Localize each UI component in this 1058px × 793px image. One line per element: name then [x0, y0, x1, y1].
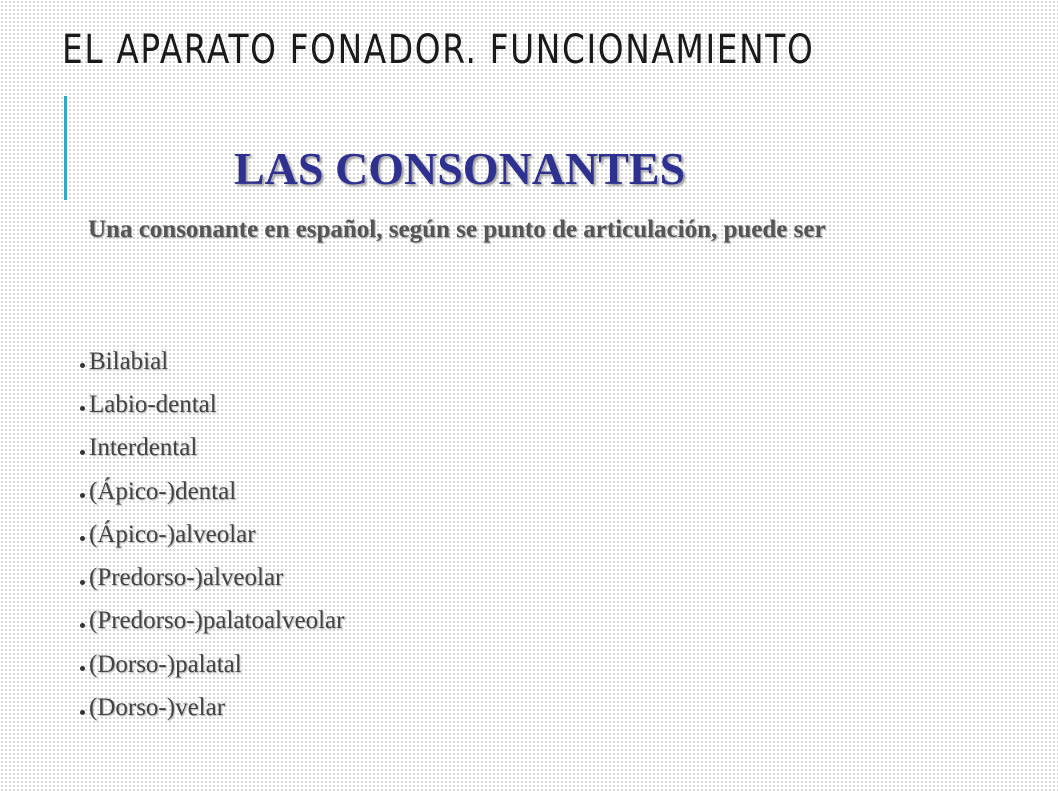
- bullet-icon: [80, 406, 85, 411]
- list-item: [80, 686, 344, 729]
- bullet-icon: [80, 580, 85, 585]
- slide-title: EL APARATO FONADOR. FUNCIONAMIENTO: [62, 27, 815, 73]
- bullet-icon: [80, 493, 85, 498]
- list-item: [80, 643, 344, 686]
- bullet-icon: [80, 710, 85, 715]
- bullet-icon: [80, 363, 85, 368]
- bullet-icon: [80, 623, 85, 628]
- list-item-label: (Dorso-)palatal: [89, 650, 242, 678]
- list-item: [80, 427, 344, 470]
- section-heading: LAS CONSONANTES: [234, 143, 686, 194]
- bullet-icon: [80, 450, 85, 455]
- list-item: [80, 470, 344, 513]
- accent-bar: [64, 96, 67, 200]
- list-item: [80, 600, 344, 643]
- list-item-label: (Ápico-)alveolar: [89, 520, 256, 548]
- list-item-label: Bilabial: [89, 347, 169, 375]
- intro-text: Una consonante en español, según se punto de articulación, puede ser: [88, 216, 826, 243]
- bullet-icon: [80, 666, 85, 671]
- bullet-icon: [80, 536, 85, 541]
- list-item-label: Interdental: [89, 434, 198, 462]
- articulation-list: [80, 340, 344, 730]
- list-item: [80, 340, 344, 383]
- list-item-label: (Ápico-)dental: [89, 477, 237, 505]
- list-item: [80, 383, 344, 426]
- list-item: [80, 513, 344, 556]
- list-item-label: Labio-dental: [89, 390, 217, 418]
- list-item: [80, 556, 344, 599]
- list-item-label: (Dorso-)velar: [89, 694, 226, 722]
- list-item-label: (Predorso-)alveolar: [89, 564, 284, 592]
- list-item-label: (Predorso-)palatoalveolar: [89, 607, 345, 635]
